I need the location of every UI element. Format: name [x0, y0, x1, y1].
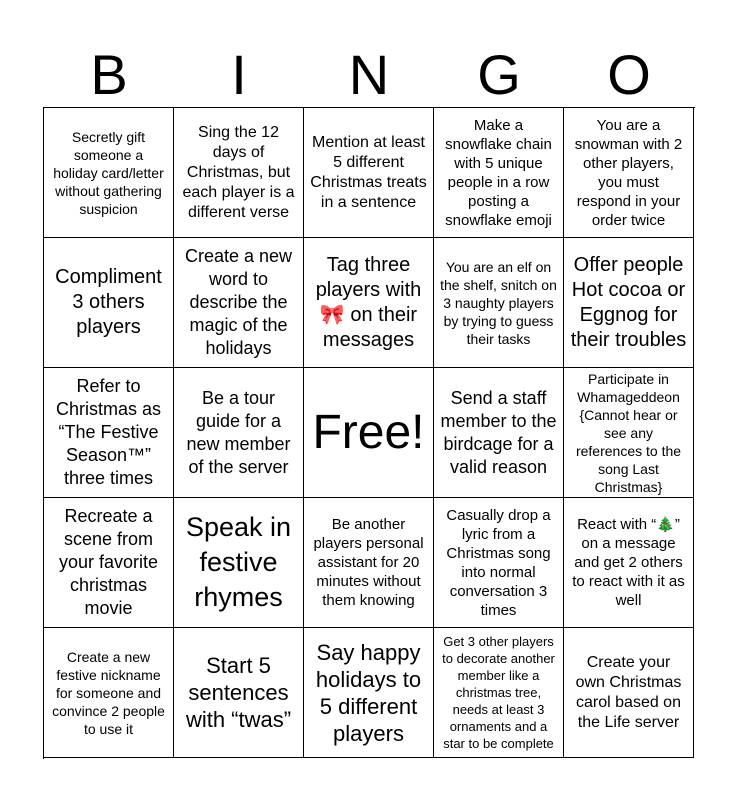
cell-text: Speak in festive rhymes	[185, 512, 292, 612]
header-letter-o: O	[607, 43, 651, 106]
bingo-cell-r5c3[interactable]	[304, 628, 434, 758]
cell-text: Be another players personal assistant for 20 minutes without them knowing	[313, 516, 424, 609]
cell-text: Create your own Christmas carol based on the Life server	[575, 653, 682, 731]
bingo-cell-r5c4[interactable]	[434, 628, 564, 758]
cell-text: Mention at least 5 different Christmas treats in a sentence	[310, 133, 427, 211]
bingo-cell-r3c4[interactable]	[434, 368, 564, 498]
bingo-cell-r2c4[interactable]	[434, 238, 564, 368]
bingo-cell-r5c2[interactable]	[174, 628, 304, 758]
bingo-cell-r1c1[interactable]	[44, 108, 174, 238]
bingo-cell-r2c2[interactable]	[174, 238, 304, 368]
bingo-cell-r1c2[interactable]	[174, 108, 304, 238]
cell-text: React with “🎄” on a message and get 2 others to react with it as well	[572, 516, 685, 609]
cell-text: Get 3 other players to decorate another member like a christmas tree, needs at least 3 ornaments and a star to be complete	[442, 634, 555, 751]
bingo-cell-r4c2[interactable]	[174, 498, 304, 628]
bingo-cell-r5c5[interactable]	[564, 628, 694, 758]
cell-text: Refer to Christmas as “The Festive Season™” three times	[55, 376, 162, 488]
cell-text: Secretly gift someone a holiday card/letter without gathering suspicion	[53, 128, 164, 217]
bingo-cell-r3c5[interactable]	[564, 368, 694, 498]
header-letter-n: N	[348, 43, 390, 106]
cell-text: Say happy holidays to 5 different players	[315, 639, 422, 746]
bingo-header	[44, 40, 694, 110]
cell-text: Sing the 12 days of Christmas, but each player is a different verse	[182, 123, 295, 221]
cell-text: Make a snowflake chain with 5 unique people in a row posting a snowflake emoji	[445, 116, 552, 229]
cell-text: Tag three players with 🎀 on their messages	[315, 253, 422, 351]
cell-text: Start 5 sentences with “twas”	[185, 653, 292, 732]
cell-text: Recreate a scene from your favorite christmas movie	[58, 506, 159, 618]
bingo-cell-r4c1[interactable]	[44, 498, 174, 628]
cell-text: Casually drop a lyric from a Christmas song into normal conversation 3 times	[446, 506, 551, 619]
bingo-cell-r2c5[interactable]	[564, 238, 694, 368]
cell-text: Participate in Whamageddeon {Cannot hear or see any references to the song Last Christmas}	[575, 370, 682, 495]
bingo-board	[43, 107, 695, 759]
cell-text: You are an elf on the shelf, snitch on 3 naughty players by trying to guess their tasks	[440, 258, 557, 347]
free-space-label: Free!	[312, 405, 425, 459]
bingo-cell-r1c5[interactable]	[564, 108, 694, 238]
free-space[interactable]	[304, 368, 434, 498]
bingo-cell-r2c3[interactable]	[304, 238, 434, 368]
cell-text: You are a snowman with 2 other players, you must respond in your order twice	[574, 116, 683, 229]
bingo-cell-r3c1[interactable]	[44, 368, 174, 498]
cell-text: Compliment 3 others players	[55, 266, 162, 338]
bingo-cell-r5c1[interactable]	[44, 628, 174, 758]
bingo-cell-r4c5[interactable]	[564, 498, 694, 628]
cell-text: Create a new festive nickname for someone and convince 2 people to use it	[52, 648, 165, 737]
cell-text: Create a new word to describe the magic of the holidays	[184, 246, 293, 358]
header-letter-i: I	[231, 43, 247, 106]
bingo-cell-r2c1[interactable]	[44, 238, 174, 368]
bingo-cell-r4c4[interactable]	[434, 498, 564, 628]
header-letter-b: B	[90, 43, 128, 106]
cell-text: Offer people Hot cocoa or Eggnog for their troubles	[570, 253, 687, 351]
cell-text: Be a tour guide for a new member of the server	[186, 387, 291, 477]
cell-text: Send a staff member to the birdcage for a valid reason	[440, 387, 557, 477]
header-letter-g: G	[477, 43, 521, 106]
bingo-cell-r3c2[interactable]	[174, 368, 304, 498]
bingo-cell-r1c4[interactable]	[434, 108, 564, 238]
bingo-cell-r4c3[interactable]	[304, 498, 434, 628]
bingo-cell-r1c3[interactable]	[304, 108, 434, 238]
